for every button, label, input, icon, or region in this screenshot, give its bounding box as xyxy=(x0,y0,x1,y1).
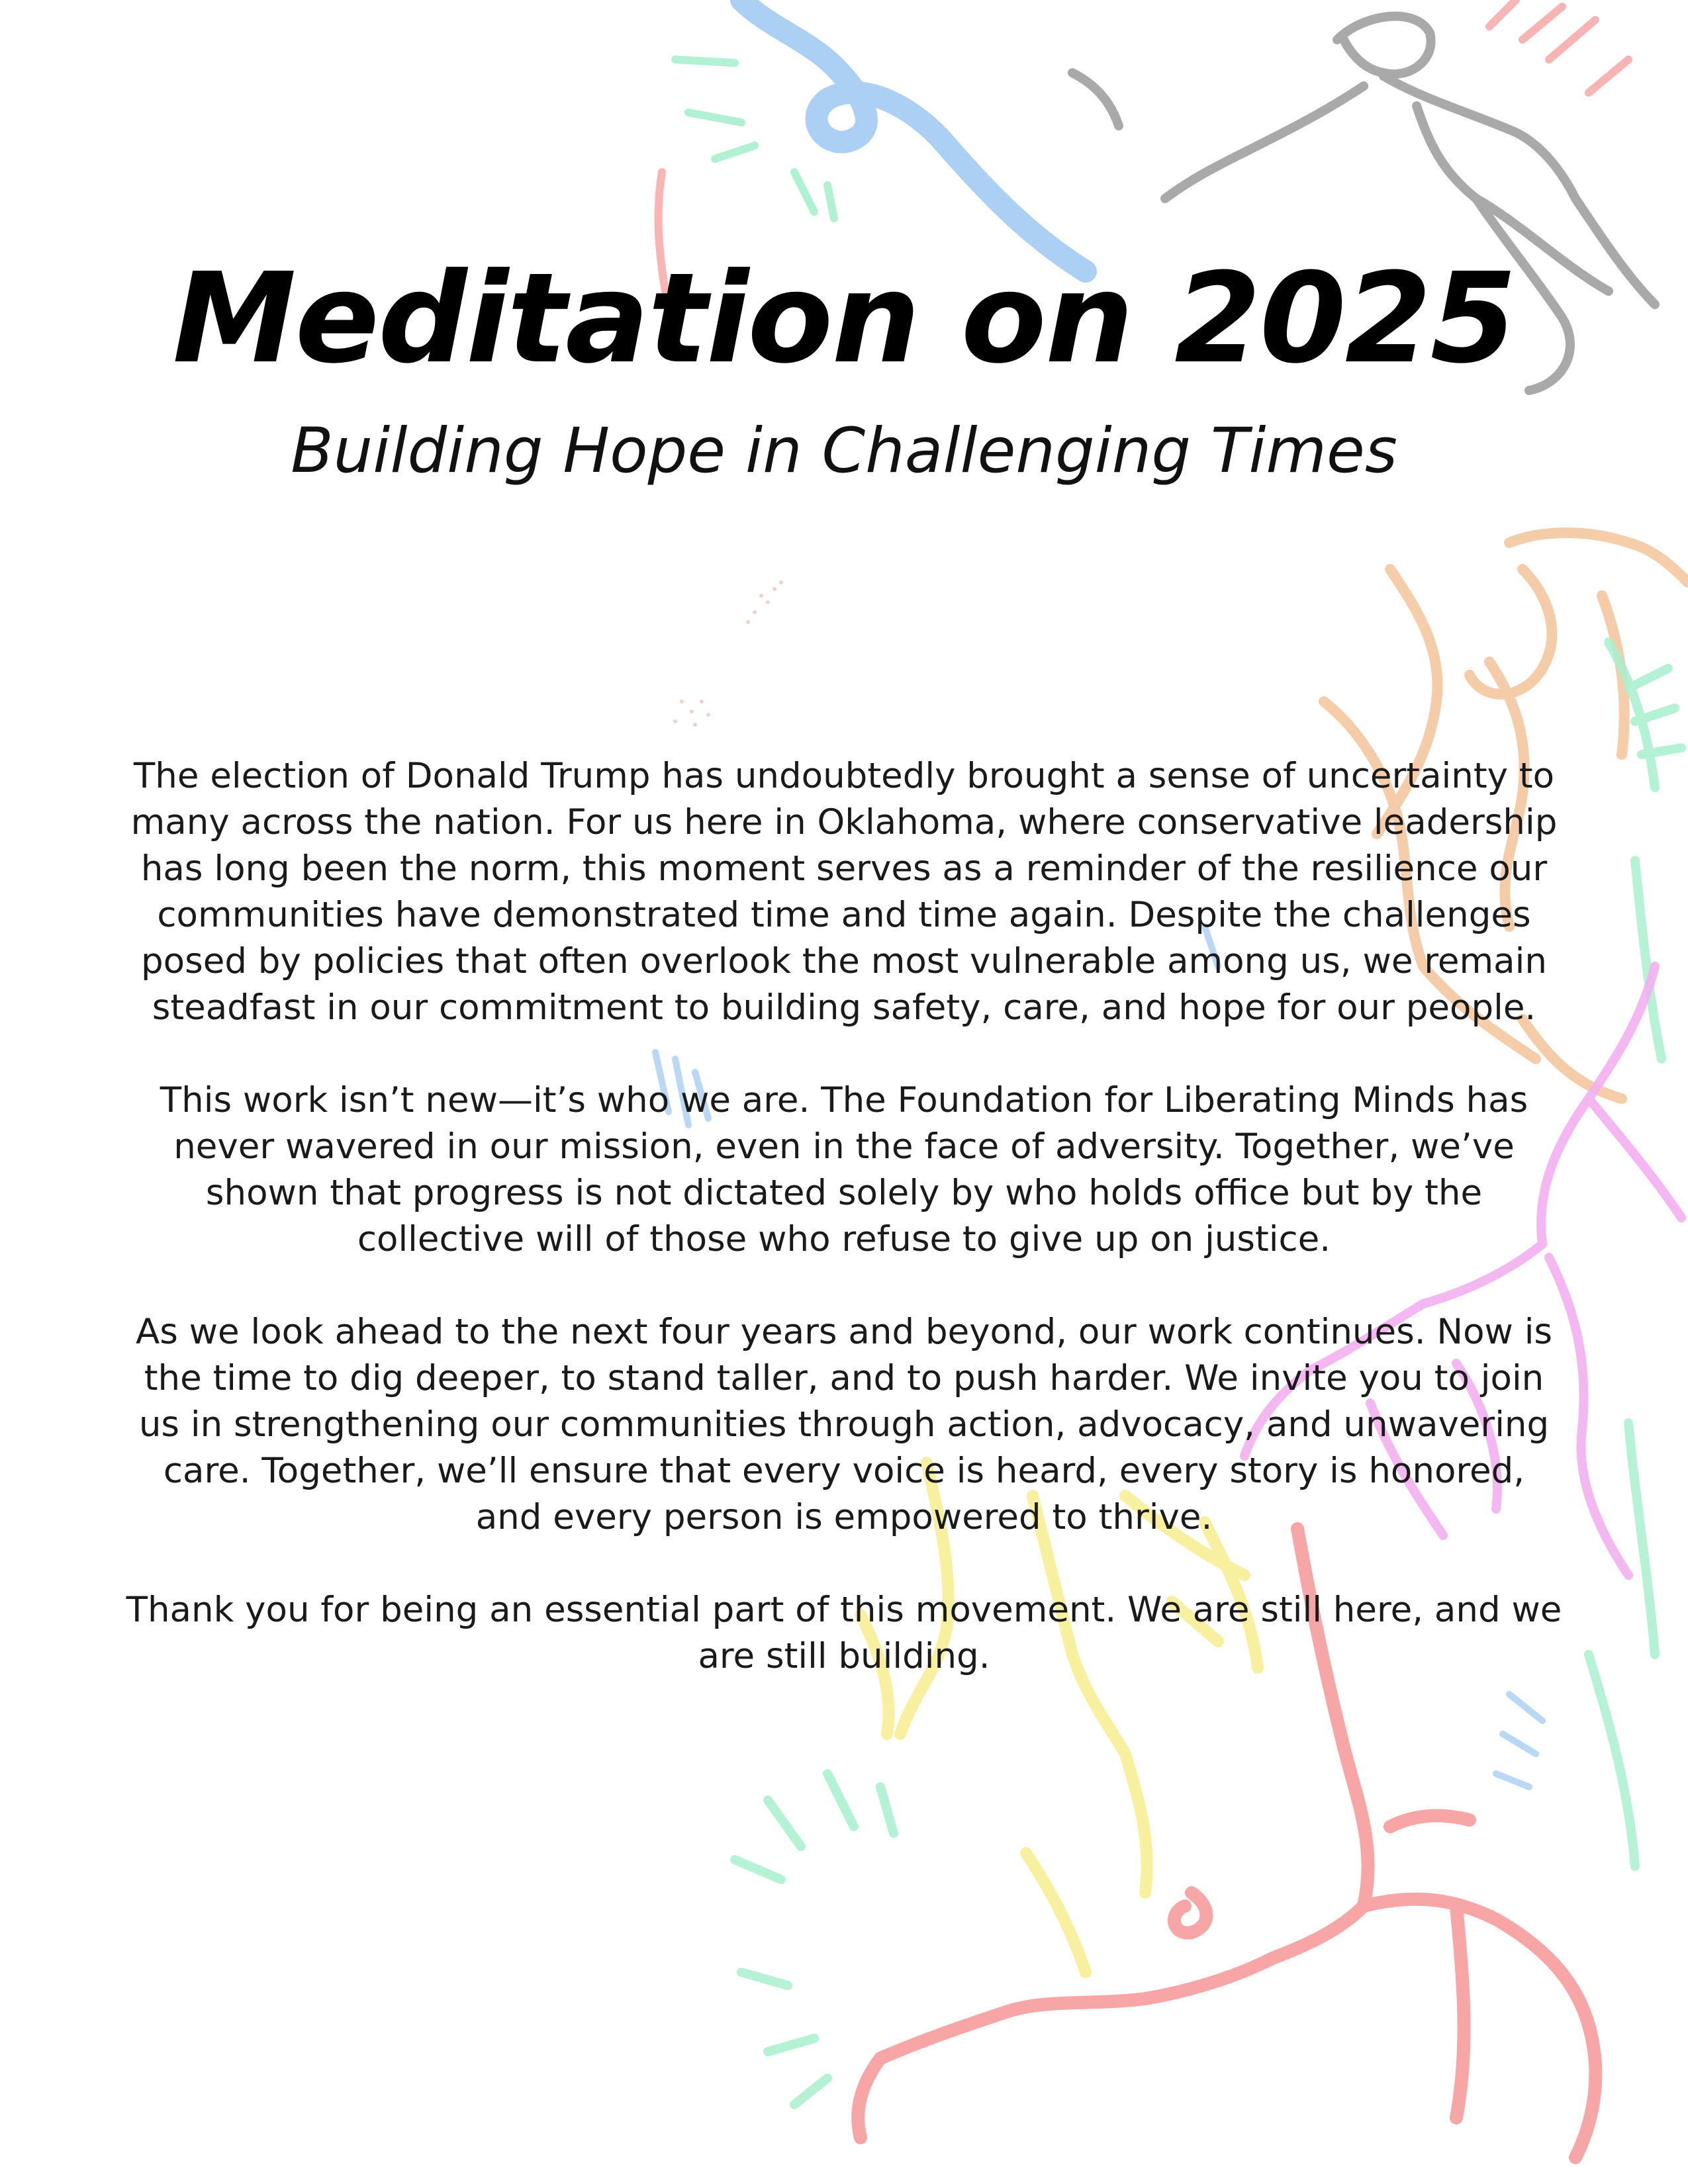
green-leaf-shapes xyxy=(1589,642,1681,1866)
paragraph: Thank you for being an essential part of this movement. We are still here, and we are still building. xyxy=(126,1590,1562,1676)
blue-swirl-shape xyxy=(741,0,1086,271)
page-subtitle: Building Hope in Challenging Times xyxy=(291,415,1397,487)
body-text xyxy=(126,753,1562,1726)
halftone-dots xyxy=(673,580,783,727)
page-title: Meditation on 2025 xyxy=(172,246,1516,391)
paragraph: This work isn’t new—it’s who we are. The Foundation for Liberating Minds has never wavered in our mission, even in the face of adversity. Together, we’ve shown that progress is not dictated solely by who holds office but by the collective will of those who refuse to give up on justice. xyxy=(160,1080,1528,1259)
paragraph: As we look ahead to the next four years and beyond, our work continues. Now is the time to dig deeper, to stand taller, and to push harder. We invite you to join us in strengthening our communities through action, advocacy, and unwavering care. Together, we’ll ensure that every voice is heard, every story is honored, and every person is empowered to thrive. xyxy=(135,1312,1553,1537)
green-scatter-marks xyxy=(735,1774,894,2105)
paragraph: The election of Donald Trump has undoubtedly brought a sense of uncertainty to many across the nation. For us here in Oklahoma, where conservative leadership has long been the norm, this moment serves as a reminder of the resilience our communities have demonstrated time and time again. Despite the challenges posed by policies that often overlook the most vulnerable among us, we remain steadfast in our commitment to building safety, care, and hope for our people. xyxy=(130,756,1558,1028)
green-dash-marks xyxy=(675,60,834,218)
